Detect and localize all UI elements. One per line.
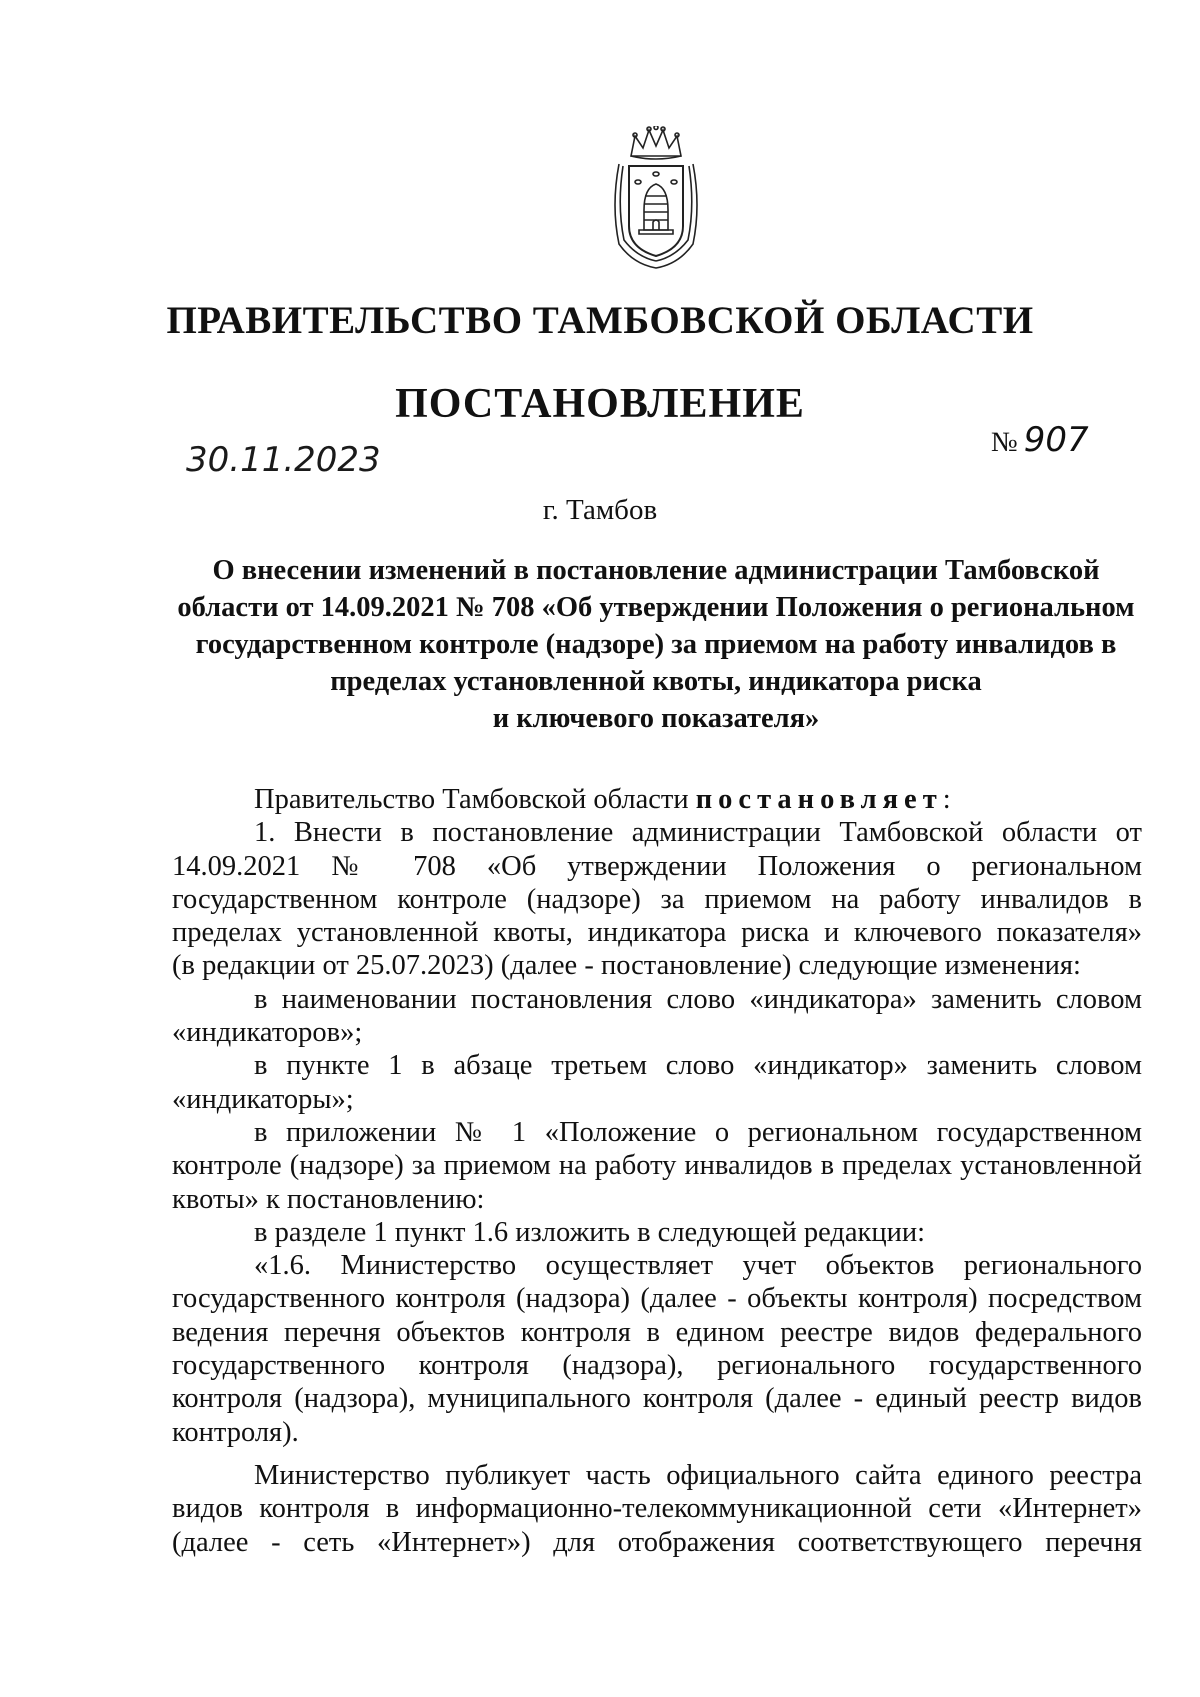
document-body [172,783,1142,1559]
body-line: (далее - сеть «Интернет») для отображения соответствующего перечня [172,1526,1142,1558]
preamble-text: Правительство Тамбовской области [254,784,696,815]
handwritten-date: 30.11.2023 [186,440,381,480]
document-number [991,420,1089,460]
body-line: в разделе 1 пункт 1.6 изложить в следующей редакции: [254,1216,926,1248]
subject-line: области от 14.09.2021 № 708 «Об утверждении Положения о региональном [177,592,1135,623]
body-line: в приложении № 1 «Положение о региональном государственном [254,1116,1142,1148]
body-line: государственном контроле (надзоре) за приемом на работу инвалидов в [172,883,1142,915]
handwritten-number: 907 [1023,420,1089,460]
subject-line: пределах установленной квоты, индикатора риска [330,666,982,697]
document-type-heading: ПОСТАНОВЛЕНИЕ [395,381,805,427]
preamble-colon: : [942,784,951,815]
preamble-paragraph [172,783,1142,816]
document-subject [170,552,1142,737]
number-sign: № [991,427,1018,458]
body-line: видов контроля в информационно-телекоммуникационной сети «Интернет» [172,1493,1142,1525]
preamble-verb: постановляет [695,784,943,815]
subject-line: и ключевого показателя» [492,703,820,734]
body-line: государственного контроля (надзора) (далее - объекты контроля) посредством [172,1283,1142,1315]
body-line: «1.6. Министерство осуществляет учет объектов регионального [254,1250,1142,1282]
subject-line: О внесении изменений в постановление администрации Тамбовской [212,555,1100,586]
body-line: контроля). [172,1416,299,1448]
body-line: (в редакции от 25.07.2023) (далее - постановление) следующие изменения: [172,950,1081,982]
body-line: контроля (надзора), муниципального контроля (далее - единый реестр видов [172,1383,1142,1415]
body-line: пределах установленной квоты, индикатора риска и ключевого показателя» [172,917,1142,949]
paragraph-gap [172,1449,1142,1459]
body-line: в пункте 1 в абзаце третьем слово «индикатор» заменить словом [254,1050,1142,1082]
tambov-coat-of-arms-emblem [609,126,703,271]
body-line: государственного контроля (надзора), регионального государственного [172,1350,1142,1382]
body-line: 14.09.2021 № 708 «Об утверждении Положения о региональном [172,850,1142,882]
body-line: контроле (надзоре) за приемом на работу инвалидов в пределах установленной [172,1150,1142,1182]
organization-title: ПРАВИТЕЛЬСТВО ТАМБОВСКОЙ ОБЛАСТИ [166,299,1034,342]
body-line: квоты» к постановлению: [172,1183,485,1215]
body-line: «индикаторов»; [172,1017,363,1049]
subject-line: государственном контроле (надзоре) за приемом на работу инвалидов в [195,629,1117,660]
body-line: Министерство публикует часть официального сайта единого реестра [254,1459,1142,1491]
body-line: ведения перечня объектов контроля в едином реестре видов федерального [172,1316,1142,1348]
body-line: в наименовании постановления слово «индикатора» заменить словом [254,983,1142,1015]
city-name: г. Тамбов [542,494,658,526]
body-line: «индикаторы»; [172,1083,354,1115]
body-line: 1. Внести в постановление администрации Тамбовской области от [254,817,1142,849]
